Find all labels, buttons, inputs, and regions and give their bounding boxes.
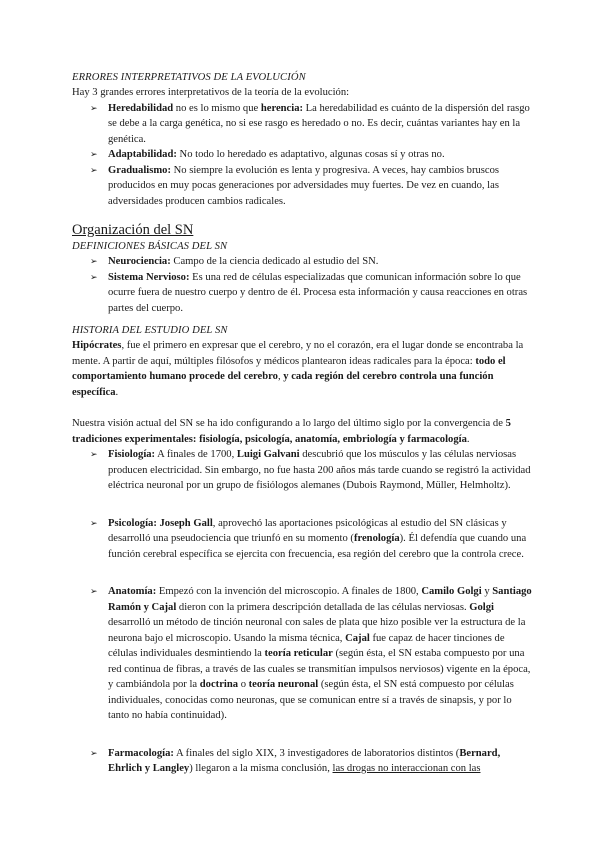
traditions-list <box>72 447 532 777</box>
errors-intro: Hay 3 grandes errores interpretativos de la teoría de la evolución: <box>72 87 350 98</box>
definitions-list <box>72 254 532 316</box>
history-heading: HISTORIA DEL ESTUDIO DEL SN <box>72 325 228 336</box>
list-item: ➢ Neurociencia: Campo de la ciencia dedicado al estudio del SN. <box>72 254 532 270</box>
arrow-bullet-icon: ➢ <box>90 586 98 596</box>
list-item: ➢ Sistema Nervioso: Es una red de células especializadas que comunican información sobre lo que ocurre fuera de nuestro cuerpo y dentro de él. Procesa esta información y causa reacciones en otras partes del cuerpo. <box>90 271 528 314</box>
errors-heading: ERRORES INTERPRETATIVOS DE LA EVOLUCIÓN <box>72 72 306 83</box>
arrow-bullet-icon: ➢ <box>90 102 98 113</box>
definitions-heading: DEFINICIONES BÁSICAS DEL SN <box>72 241 228 252</box>
list-item: ➢ Psicología: Joseph Gall, aprovechó las aportaciones psicológicas al estudio del SN clásicas y desarrolló una pseudociencia que triunfó en su momento (frenología). Él defendía que cuando una función cerebral específica se ejercita con frecuencia, esa región del cerebro que la controla crece. <box>90 517 527 560</box>
arrow-bullet-icon: ➢ <box>90 747 98 758</box>
list-item: ➢ Farmacología: A finales del siglo XIX, 3 investigadores de laboratorios distintos (Bernard, Ehrlich y Langley) llegaron a la misma conclusión, las drogas no interaccionan con las <box>90 747 501 774</box>
list-item: ➢ Heredabilidad no es lo mismo que herencia: La heredabilidad es cuánto de la dispersión del rasgo se debe a la carga genética, no si ese rasgo es heredado o no. Es decir, cuántas variantes hay en la genética. <box>90 102 530 145</box>
history-paragraph-1: Hipócrates, fue el primero en expresar que el cerebro, y no el corazón, era el lugar donde se encontraba la mente. A partir de aquí, múltiples filósofos y médicos plantearon ideas radicales para la época: todo el comportamiento humano procede del cerebro, y cada región del cerebro controla una función específica. <box>72 340 524 398</box>
arrow-bullet-icon: ➢ <box>90 149 98 159</box>
list-item: ➢ Adaptabilidad: No todo lo heredado es adaptativo, algunas cosas sí y otras no. <box>72 147 532 163</box>
arrow-bullet-icon: ➢ <box>90 271 98 282</box>
arrow-bullet-icon: ➢ <box>90 449 98 459</box>
document-page <box>72 70 532 777</box>
list-item: ➢ Fisiología: A finales de 1700, Luigi Galvani descubrió que los músculos y las células nerviosas producen electricidad. Sin embargo, no fue hasta 200 años más tarde cuando se registró la actividad eléctrica neuronal por un grupo de fisiólogos alemanes (Dubois Raymond, Müller, Helmholtz). <box>90 449 531 491</box>
list-item: ➢ Gradualismo: No siempre la evolución es lenta y progresiva. A veces, hay cambios bruscos producidos en muy pocas generaciones por adversidades muy fuertes. De vez en cuando, las adversidades producen cambios radicales. <box>90 164 500 207</box>
list-item: ➢ Anatomía: Empezó con la invención del microscopio. A finales de 1800, Camilo Golgi y Santiago Ramón y Cajal dieron con la primera descripción detallada de las células nerviosas. Golgi desarrolló un método de tinción neuronal con sales de plata que hizo posible ver la estructura de la neurona bajo el microscopio. Usando la misma técnica, Cajal fue capaz de hacer tinciones de células individuales desmintiendo la teoría reticular (según ésta, el SN estaba compuesto por una red continua de fibras, a través de las cuales se transmitían impulsos nerviosos) vigente en la época, y cambiándola por la doctrina o teoría neuronal (según ésta, el SN está compuesto por células individuales, conocidas como neuronas, que se comunican entre sí a través de sinapsis, y por lo tanto no había continuidad). <box>90 586 532 721</box>
arrow-bullet-icon: ➢ <box>90 517 98 528</box>
errors-list <box>72 101 532 210</box>
section-title: Organización del SN <box>72 222 194 238</box>
arrow-bullet-icon: ➢ <box>90 256 98 266</box>
arrow-bullet-icon: ➢ <box>90 164 98 175</box>
history-paragraph-2: Nuestra visión actual del SN se ha ido configurando a lo largo del último siglo por la convergencia de 5 tradiciones experimentales: fisiología, psicología, anatomía, embriología y farmacología. <box>72 418 511 445</box>
